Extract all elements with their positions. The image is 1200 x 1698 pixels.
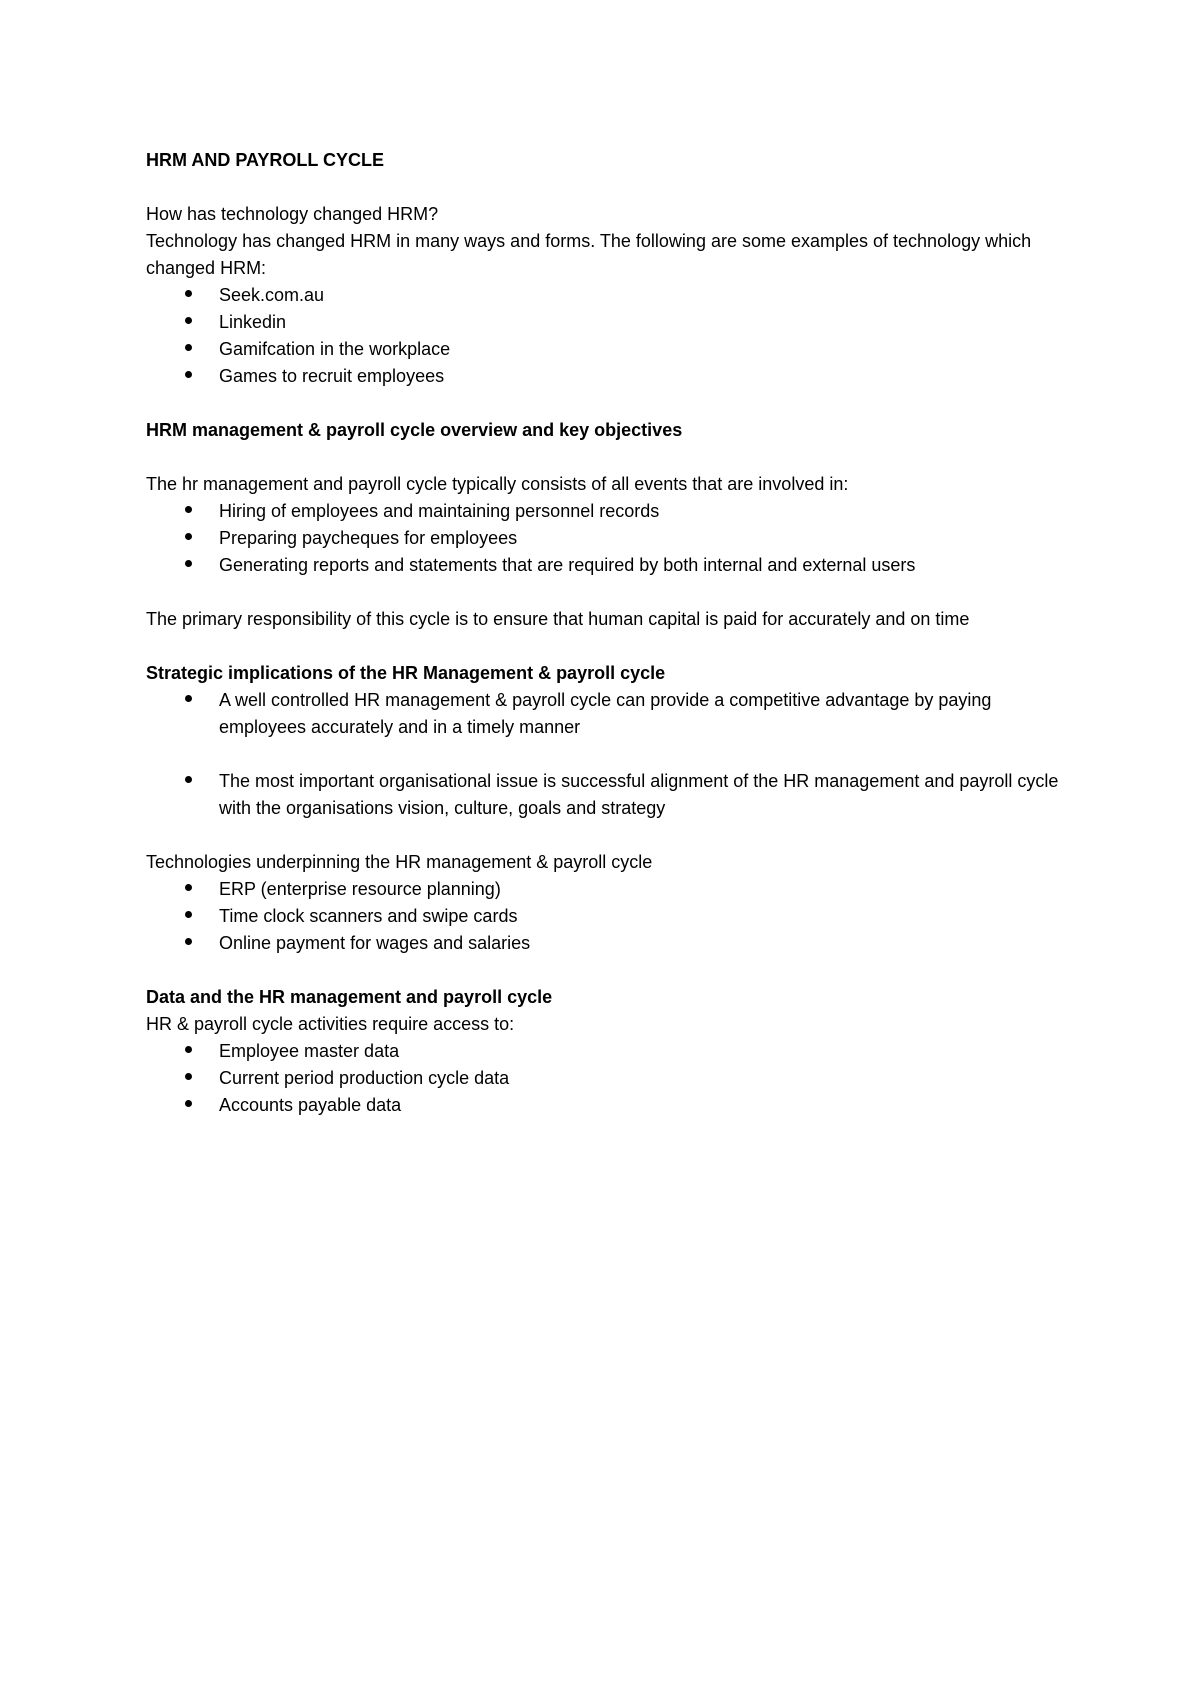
bullet-icon — [185, 533, 192, 540]
list-item-text: Accounts payable data — [219, 1095, 402, 1115]
list-item — [146, 768, 1070, 822]
section4-heading: Technologies underpinning the HR management & payroll cycle — [146, 852, 653, 872]
list-item — [146, 903, 1070, 930]
section5-heading: Data and the HR management and payroll cycle — [146, 987, 553, 1007]
list-item-text: Games to recruit employees — [219, 366, 445, 386]
list-item-text: Seek.com.au — [219, 285, 325, 305]
document-title: HRM AND PAYROLL CYCLE — [146, 150, 385, 170]
bullet-icon — [185, 1073, 192, 1080]
bullet-icon — [185, 884, 192, 891]
bullet-icon — [185, 911, 192, 918]
section1-question: How has technology changed HRM? — [146, 204, 439, 224]
section2-intro: The hr management and payroll cycle typically consists of all events that are involved in: — [146, 474, 849, 494]
section4-list — [146, 876, 1070, 957]
list-item — [146, 876, 1070, 903]
list-item-text: Preparing paycheques for employees — [219, 528, 518, 548]
list-item-text: Current period production cycle data — [219, 1068, 510, 1088]
section2-responsibility: The primary responsibility of this cycle is to ensure that human capital is paid for accurately and on time — [146, 609, 970, 629]
list-item — [146, 1065, 1070, 1092]
list-item — [146, 363, 1070, 390]
bullet-icon — [185, 1100, 192, 1107]
blank-line — [146, 957, 1070, 984]
blank-line — [146, 174, 1070, 201]
section3-heading: Strategic implications of the HR Management & payroll cycle — [146, 663, 666, 683]
list-item-text: The most important organisational issue is successful alignment of the HR management and payroll cycle with the organisations vision, culture, goals and strategy — [219, 771, 1059, 818]
blank-line — [146, 390, 1070, 417]
list-item-text: Gamifcation in the workplace — [219, 339, 451, 359]
list-item — [146, 552, 1070, 579]
blank-line — [146, 444, 1070, 471]
bullet-icon — [185, 938, 192, 945]
section2-list — [146, 498, 1070, 579]
bullet-icon — [185, 776, 192, 783]
list-item — [146, 498, 1070, 525]
section5-intro: HR & payroll cycle activities require access to: — [146, 1014, 515, 1034]
section5-list — [146, 1038, 1070, 1119]
blank-line — [146, 633, 1070, 660]
list-item — [146, 336, 1070, 363]
blank-line — [146, 822, 1070, 849]
section3-list — [146, 687, 1070, 822]
bullet-icon — [185, 317, 192, 324]
list-item — [146, 1092, 1070, 1119]
list-item-text: Linkedin — [219, 312, 287, 332]
list-item-text: Time clock scanners and swipe cards — [219, 906, 518, 926]
list-item-text: Generating reports and statements that are required by both internal and external users — [219, 555, 916, 575]
bullet-icon — [185, 695, 192, 702]
list-item-text: Online payment for wages and salaries — [219, 933, 531, 953]
list-item-text: Employee master data — [219, 1041, 400, 1061]
bullet-icon — [185, 560, 192, 567]
bullet-icon — [185, 1046, 192, 1053]
bullet-icon — [185, 290, 192, 297]
list-item — [146, 525, 1070, 552]
list-item — [146, 1038, 1070, 1065]
list-item-text: Hiring of employees and maintaining personnel records — [219, 501, 660, 521]
section2-heading: HRM management & payroll cycle overview and key objectives — [146, 420, 683, 440]
bullet-icon — [185, 344, 192, 351]
bullet-icon — [185, 371, 192, 378]
bullet-icon — [185, 506, 192, 513]
list-item — [146, 687, 1070, 741]
blank-line — [146, 579, 1070, 606]
list-item — [146, 282, 1070, 309]
list-item-text: ERP (enterprise resource planning) — [219, 879, 501, 899]
list-item-text: A well controlled HR management & payroll cycle can provide a competitive advantage by paying employees accurately and in a timely manner — [219, 690, 992, 737]
section1-list — [146, 282, 1070, 390]
section1-intro: Technology has changed HRM in many ways and forms. The following are some examples of technology which changed HRM: — [146, 231, 1032, 278]
list-spacer — [146, 741, 1070, 768]
list-item — [146, 309, 1070, 336]
list-item — [146, 930, 1070, 957]
